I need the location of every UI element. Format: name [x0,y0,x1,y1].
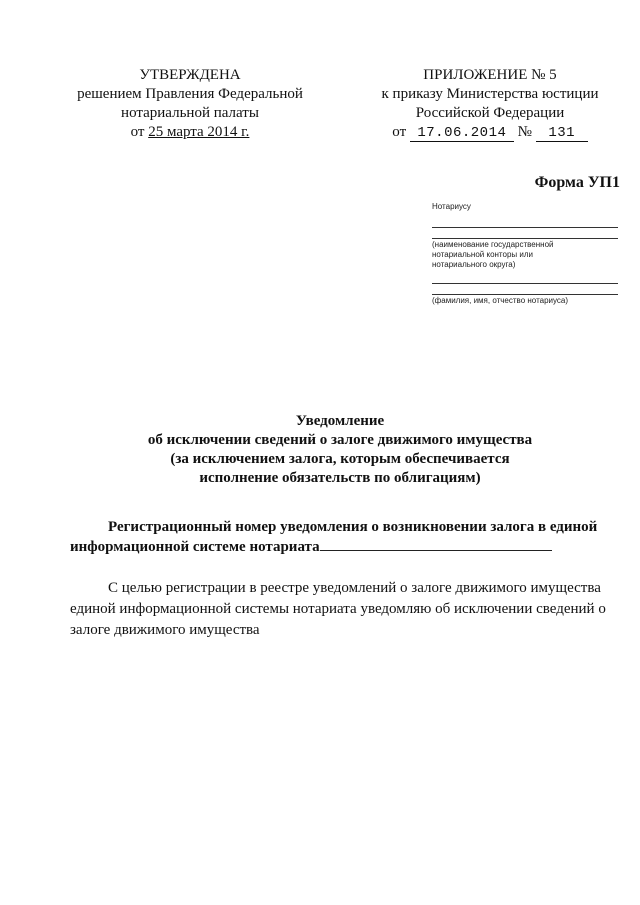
approval-block [40,66,340,142]
title-line-3: (за исключением залога, которым обеспечивается [170,451,510,467]
notary-name-field-2[interactable] [432,285,618,295]
notary-office-field-2[interactable] [432,229,618,239]
notary-name-field-1[interactable] [432,274,618,284]
appendix-line-1: к приказу Министерства юстиции [381,86,599,102]
appendix-block [360,66,620,142]
title-line-1: Уведомление [295,413,385,429]
approval-date: 25 марта 2014 г. [148,124,250,140]
approval-line-1: решением Правления Федеральной [77,86,303,102]
approval-line-2: нотариальной палаты [121,105,259,121]
appendix-date-line [360,123,620,142]
appendix-date-prefix: от [392,124,407,140]
form-label: Форма УП1 [534,174,620,191]
registration-line-2-row [70,537,615,557]
registration-number-field[interactable] [320,537,552,551]
title-line-4: исполнение обязательств по облигациям) [199,470,481,486]
notary-to-label: Нотариусу [432,202,471,211]
approval-date-prefix: от [130,124,145,140]
registration-line-1: Регистрационный номер уведомления о возникновении залога в единой [108,519,598,535]
registration-line-2: информационной системе нотариата [70,539,320,555]
notice-title [60,412,620,488]
appendix-number: 131 [536,125,588,142]
notary-caption-1-line-2: нотариальной конторы или [432,250,533,259]
notary-office-caption [432,240,618,270]
appendix-line-2: Российской Федерации [415,105,565,121]
registration-number-paragraph [70,517,615,557]
body-line-1: С целью регистрации в реестре уведомлений о залоге движимого имущества [108,580,601,596]
notary-caption-1-line-3: нотариального округа) [432,260,516,269]
notary-caption-1-line-1: (наименование государственной [432,240,554,249]
notary-office-field-1[interactable] [432,218,618,228]
notary-addressee-block [432,202,618,306]
appendix-heading: ПРИЛОЖЕНИЕ № 5 [423,67,557,83]
approval-heading: УТВЕРЖДЕНА [139,67,241,83]
title-line-2: об исключении сведений о залоге движимого имущества [147,432,533,448]
notary-name-caption: (фамилия, имя, отчество нотариуса) [432,296,569,305]
body-line-3: залоге движимого имущества [70,622,260,638]
notice-body [70,578,615,641]
appendix-number-prefix: № [517,124,532,140]
approval-date-line [40,123,340,142]
appendix-date: 17.06.2014 [410,125,514,142]
body-line-2: единой информационной системы нотариата уведомляю об исключении сведений о [70,601,606,617]
